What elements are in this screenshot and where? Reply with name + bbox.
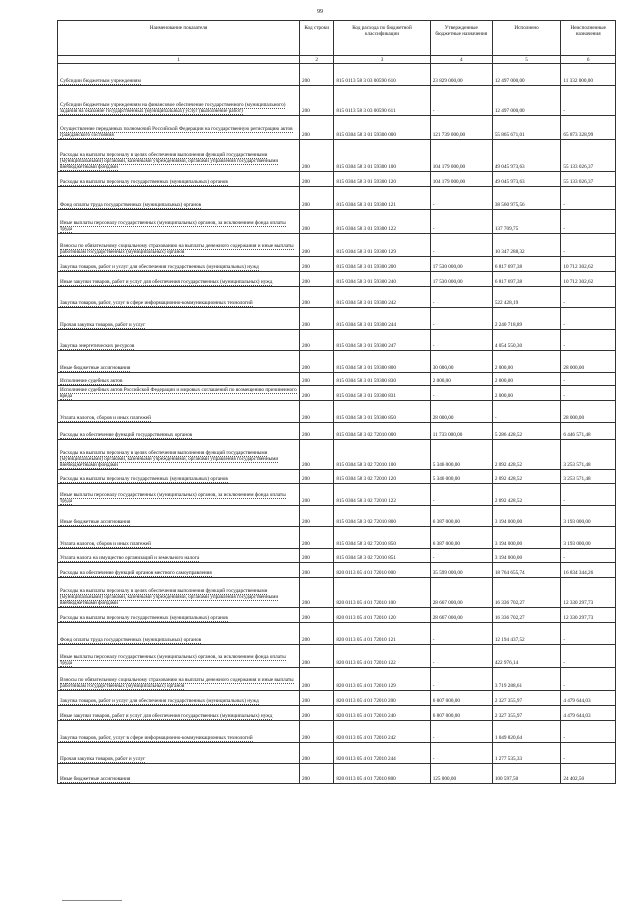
budget-code: 815 0304 58 3 02 72010 850 — [334, 527, 430, 549]
indicator-name — [58, 706, 300, 721]
remaining-amount: 55 133 026,37 — [561, 140, 616, 172]
table-row — [58, 721, 616, 743]
remaining-amount: 6 446 571,48 — [561, 423, 616, 440]
indicator-name-text: Закупка товаров, работ и услуг для обеспечения государственных (муниципальных) нужд — [60, 264, 259, 270]
line-code: 200 — [300, 64, 334, 86]
table-row — [58, 691, 616, 706]
budget-code: 815 0304 58 3 02 72010 800 — [334, 506, 430, 527]
executed-amount: 100 597,50 — [492, 764, 561, 784]
indicator-name-text: Фонд оплаты труда государственных (муниципальных) органов — [60, 202, 202, 208]
budget-code: 815 0304 58 3 02 72010 120 — [334, 470, 430, 484]
indicator-name — [58, 578, 300, 608]
remaining-amount: - — [561, 721, 616, 743]
remaining-amount: - — [561, 210, 616, 234]
indicator-name — [58, 272, 300, 287]
line-code: 200 — [300, 506, 334, 527]
executed-amount: 2 327 355,97 — [492, 706, 561, 721]
indicator-name-text: Уплата налогов, сборов и иных платежей — [60, 541, 151, 547]
budget-code: 820 0113 05 4 01 72010 129 — [334, 668, 430, 691]
approved-amount: 104 179 000,00 — [430, 172, 492, 187]
remaining-amount: 3 193 000,00 — [561, 527, 616, 549]
approved-amount: - — [430, 187, 492, 210]
table-row — [58, 187, 616, 210]
line-code: 200 — [300, 140, 334, 172]
indicator-name-text: Исполнение судебных актов Российской Федерации и мировых соглашений по возмещению причиненного вреда — [60, 387, 297, 399]
indicator-name — [58, 330, 300, 351]
approved-amount: - — [430, 645, 492, 668]
table-row — [58, 608, 616, 623]
indicator-name — [58, 187, 300, 210]
executed-amount: 3 719 288,61 — [492, 668, 561, 691]
indicator-name-text: Расходы на выплаты персоналу в целях обеспечения выполнения функций государственными (муниципальными) органами, казенными учреждениями, органами управления государственными внебюджетными фондами — [60, 152, 279, 170]
executed-amount: 49 045 973,63 — [492, 140, 561, 172]
remaining-amount: 12 330 297,73 — [561, 608, 616, 623]
table-row — [58, 668, 616, 691]
budget-code: 815 0304 58 3 01 59300 129 — [334, 234, 430, 257]
indicator-name-text: Иные выплаты персоналу государственных (муниципальных) органов, за исключением фонда оплаты труда — [60, 220, 286, 232]
approved-amount: 6 807 000,00 — [430, 691, 492, 706]
remaining-amount: 10 712 302,62 — [561, 272, 616, 287]
executed-amount: 2 000,00 — [492, 351, 561, 373]
approved-amount: 28 000,00 — [430, 401, 492, 423]
indicator-name-text: Иные выплаты персоналу государственных (муниципальных) органов, за исключением фонда оплаты труда — [60, 492, 286, 504]
approved-amount: - — [430, 549, 492, 563]
indicator-name-text: Субсидии бюджетным учреждениям на финансовое обеспечение государственного (муниципального) задания на оказание государственных (муниципальных) услуг (выполнение работ) — [60, 102, 286, 114]
budget-execution-table — [57, 20, 616, 784]
remaining-amount: - — [561, 668, 616, 691]
executed-amount: 522 428,19 — [492, 287, 561, 308]
approved-amount: 17 530 000,00 — [430, 257, 492, 272]
approved-amount: 5 346 000,00 — [430, 440, 492, 470]
executed-amount: 16 336 702,27 — [492, 578, 561, 608]
indicator-name — [58, 401, 300, 423]
indicator-name-text: Уплата налога на имущество организаций и земельного налога — [60, 555, 200, 561]
approved-amount: 121 739 000,00 — [430, 116, 492, 140]
table-row — [58, 506, 616, 527]
indicator-name — [58, 440, 300, 470]
budget-code: 815 0113 58 3 03 00590 611 — [334, 86, 430, 116]
executed-amount: 3 194 000,00 — [492, 527, 561, 549]
indicator-name-text: Закупка товаров, работ, услуг в сфере информационно-коммуникационных технологий — [60, 735, 253, 741]
approved-amount: 6 387 000,00 — [430, 506, 492, 527]
indicator-name-text: Субсидии бюджетным учреждениям — [60, 78, 141, 84]
footer-rule — [62, 900, 122, 901]
budget-code: 820 0113 05 4 01 72010 122 — [334, 645, 430, 668]
line-code: 200 — [300, 608, 334, 623]
table-row — [58, 623, 616, 645]
budget-code: 815 0113 58 3 03 00590 610 — [334, 64, 430, 86]
indicator-name-text: Расходы на выплаты персоналу государственных (муниципальных) органов — [60, 615, 228, 621]
header-budget-code: Код расхода по бюджетной классификации — [334, 21, 430, 56]
table-row — [58, 527, 616, 549]
approved-amount: 5 346 000,00 — [430, 470, 492, 484]
budget-code: 815 0304 58 3 01 59300 247 — [334, 330, 430, 351]
line-code: 200 — [300, 210, 334, 234]
line-code: 200 — [300, 272, 334, 287]
indicator-name — [58, 423, 300, 440]
budget-code: 820 0113 05 4 01 72010 800 — [334, 764, 430, 784]
executed-amount: 2 092 428,52 — [492, 470, 561, 484]
budget-code: 820 0113 05 4 01 72010 120 — [334, 608, 430, 623]
indicator-name-text: Взносы по обязательному социальному страхованию на выплаты денежного содержания и иные выплаты работникам государственных (муниципальных) органов — [60, 677, 294, 689]
budget-code: 820 0113 05 4 01 72010 240 — [334, 706, 430, 721]
table-row — [58, 86, 616, 116]
executed-amount: - — [492, 401, 561, 423]
approved-amount: 28 667 000,00 — [430, 608, 492, 623]
approved-amount: - — [430, 287, 492, 308]
column-number: 3 — [334, 56, 430, 64]
indicator-name-text: Иные бюджетные ассигнования — [60, 776, 131, 782]
table-row — [58, 549, 616, 563]
indicator-name — [58, 351, 300, 373]
column-number: 1 — [58, 56, 300, 64]
indicator-name — [58, 527, 300, 549]
remaining-amount: 10 712 302,62 — [561, 257, 616, 272]
executed-amount: 2 240 718,89 — [492, 308, 561, 330]
executed-amount: 16 336 702,27 — [492, 608, 561, 623]
approved-amount: - — [430, 210, 492, 234]
indicator-name-text: Расходы на выплаты персоналу в целях обеспечения выполнения функций государственными (муниципальными) органами, казенными учреждениями, органами управления государственными внебюджетными фондами — [60, 450, 279, 468]
table-row — [58, 287, 616, 308]
table-row — [58, 401, 616, 423]
approved-amount: 6 807 000,00 — [430, 706, 492, 721]
indicator-name-text: Прочая закупка товаров, работ и услуг — [60, 322, 146, 328]
approved-amount: 30 000,00 — [430, 351, 492, 373]
line-code: 200 — [300, 287, 334, 308]
budget-code: 815 0304 58 3 01 59300 121 — [334, 187, 430, 210]
line-code: 200 — [300, 116, 334, 140]
table-row — [58, 563, 616, 578]
executed-amount: 2 000,00 — [492, 386, 561, 401]
remaining-amount: - — [561, 645, 616, 668]
budget-code: 815 0304 58 3 01 59300 000 — [334, 116, 430, 140]
line-code: 200 — [300, 172, 334, 187]
approved-amount: - — [430, 721, 492, 743]
executed-amount: 12 497 000,00 — [492, 86, 561, 116]
remaining-amount: - — [561, 549, 616, 563]
line-code: 200 — [300, 401, 334, 423]
line-code: 200 — [300, 527, 334, 549]
approved-amount: 11 733 000,00 — [430, 423, 492, 440]
remaining-amount: - — [561, 308, 616, 330]
line-code: 200 — [300, 764, 334, 784]
remaining-amount: - — [561, 86, 616, 116]
line-code: 200 — [300, 257, 334, 272]
remaining-amount: 16 834 344,26 — [561, 563, 616, 578]
budget-code: 815 0304 58 3 01 59300 800 — [334, 351, 430, 373]
indicator-name-text: Расходы на обеспечение функций государственных органов — [60, 432, 193, 438]
indicator-name-text: Иные закупки товаров, работ и услуг для обеспечения государственных (муниципальных) нужд — [60, 279, 273, 285]
indicator-name — [58, 86, 300, 116]
column-number: 4 — [430, 56, 492, 64]
table-row — [58, 351, 616, 373]
executed-amount: 422 976,14 — [492, 645, 561, 668]
line-code: 200 — [300, 563, 334, 578]
remaining-amount: 3 193 000,00 — [561, 506, 616, 527]
approved-amount: - — [430, 386, 492, 401]
remaining-amount: 11 332 000,00 — [561, 64, 616, 86]
line-code: 200 — [300, 645, 334, 668]
table-row — [58, 386, 616, 401]
remaining-amount: 55 133 026,37 — [561, 172, 616, 187]
budget-code: 820 0113 05 4 01 72010 242 — [334, 721, 430, 743]
line-code: 200 — [300, 86, 334, 116]
executed-amount: 6 817 697,38 — [492, 257, 561, 272]
approved-amount: - — [430, 234, 492, 257]
executed-amount: 4 054 550,30 — [492, 330, 561, 351]
indicator-name — [58, 64, 300, 86]
executed-amount: 1 049 820,64 — [492, 721, 561, 743]
executed-amount: 10 347 288,32 — [492, 234, 561, 257]
indicator-name — [58, 623, 300, 645]
remaining-amount: 4 479 644,03 — [561, 706, 616, 721]
budget-code: 815 0304 58 3 01 59300 831 — [334, 386, 430, 401]
indicator-name — [58, 470, 300, 484]
budget-code: 820 0113 05 4 01 72010 244 — [334, 743, 430, 764]
remaining-amount: 12 330 297,73 — [561, 578, 616, 608]
approved-amount: - — [430, 484, 492, 506]
line-code: 200 — [300, 423, 334, 440]
table-row — [58, 330, 616, 351]
budget-code: 820 0113 05 4 01 72010 000 — [334, 563, 430, 578]
indicator-name-text: Закупка товаров, работ, услуг в сфере информационно-коммуникационных технологий — [60, 300, 253, 306]
header-indicator-name: Наименование показателя — [58, 21, 300, 56]
column-number: 5 — [492, 56, 561, 64]
approved-amount: - — [430, 330, 492, 351]
indicator-name — [58, 257, 300, 272]
line-code: 200 — [300, 549, 334, 563]
indicator-name — [58, 386, 300, 401]
remaining-amount: - — [561, 386, 616, 401]
indicator-name — [58, 549, 300, 563]
table-row — [58, 578, 616, 608]
table-row — [58, 234, 616, 257]
executed-amount: 49 045 973,63 — [492, 172, 561, 187]
indicator-name — [58, 287, 300, 308]
indicator-name — [58, 210, 300, 234]
remaining-amount: - — [561, 484, 616, 506]
remaining-amount: - — [561, 623, 616, 645]
table-row — [58, 706, 616, 721]
remaining-amount: - — [561, 187, 616, 210]
executed-amount: 3 194 000,00 — [492, 506, 561, 527]
budget-code: 815 0304 58 3 01 59300 240 — [334, 272, 430, 287]
indicator-name — [58, 608, 300, 623]
column-number: 6 — [561, 56, 616, 64]
indicator-name — [58, 116, 300, 140]
approved-amount: 125 000,00 — [430, 764, 492, 784]
budget-code: 815 0304 58 3 02 72010 122 — [334, 484, 430, 506]
remaining-amount: - — [561, 743, 616, 764]
remaining-amount: - — [561, 234, 616, 257]
line-code: 200 — [300, 440, 334, 470]
budget-code: 815 0304 58 3 01 59300 830 — [334, 373, 430, 386]
approved-amount: 28 667 000,00 — [430, 578, 492, 608]
indicator-name — [58, 308, 300, 330]
table-row — [58, 743, 616, 764]
budget-code: 815 0304 58 3 02 72010 000 — [334, 423, 430, 440]
line-code: 200 — [300, 373, 334, 386]
indicator-name-text: Расходы на обеспечение функций органов местного самоуправления — [60, 570, 212, 576]
executed-amount: 38 560 975,56 — [492, 187, 561, 210]
indicator-name-text: Уплата налогов, сборов и иных платежей — [60, 415, 151, 421]
budget-code: 815 0304 58 3 01 59300 120 — [334, 172, 430, 187]
remaining-amount: 24 402,50 — [561, 764, 616, 784]
indicator-name-text: Расходы на выплаты персоналу в целях обеспечения выполнения функций государственными (муниципальными) органами, казенными учреждениями, органами управления государственными внебюджетными фондами — [60, 588, 279, 606]
column-number: 2 — [300, 56, 334, 64]
remaining-amount: - — [561, 330, 616, 351]
budget-code: 815 0304 58 3 01 59300 244 — [334, 308, 430, 330]
executed-amount: 6 817 697,38 — [492, 272, 561, 287]
table-row — [58, 373, 616, 386]
header-remaining: Неисполненные назначения — [561, 21, 616, 56]
executed-amount: 137 709,75 — [492, 210, 561, 234]
approved-amount: 23 829 000,00 — [430, 64, 492, 86]
line-code: 200 — [300, 470, 334, 484]
table-row — [58, 116, 616, 140]
indicator-name — [58, 691, 300, 706]
approved-amount: - — [430, 86, 492, 116]
executed-amount: 2 000,00 — [492, 373, 561, 386]
line-code: 200 — [300, 578, 334, 608]
page-number: 99 — [317, 9, 323, 15]
table-row — [58, 210, 616, 234]
indicator-name — [58, 645, 300, 668]
indicator-name-text: Осуществление переданных полномочий Российской Федерации на государственную регистрацию актов гражданского состояния — [60, 126, 293, 138]
indicator-name — [58, 743, 300, 764]
approved-amount: 35 599 000,00 — [430, 563, 492, 578]
executed-amount: 2 092 428,52 — [492, 440, 561, 470]
table-row — [58, 423, 616, 440]
table-row — [58, 645, 616, 668]
line-code: 200 — [300, 187, 334, 210]
indicator-name-text: Закупка энергетических ресурсов — [60, 343, 135, 349]
budget-code: 815 0304 58 3 02 72010 100 — [334, 440, 430, 470]
indicator-name — [58, 721, 300, 743]
budget-code: 815 0304 58 3 01 59300 850 — [334, 401, 430, 423]
line-code: 200 — [300, 668, 334, 691]
table-row — [58, 764, 616, 784]
executed-amount: 55 865 671,01 — [492, 116, 561, 140]
indicator-name — [58, 563, 300, 578]
table-row — [58, 257, 616, 272]
approved-amount: 6 387 000,00 — [430, 527, 492, 549]
approved-amount: - — [430, 623, 492, 645]
indicator-name-text: Закупка товаров, работ и услуг для обеспечения государственных (муниципальных) нужд — [60, 698, 259, 704]
header-executed: Исполнено — [492, 21, 561, 56]
indicator-name — [58, 373, 300, 386]
line-code: 200 — [300, 743, 334, 764]
executed-amount: 18 764 655,74 — [492, 563, 561, 578]
remaining-amount: 28 000,00 — [561, 351, 616, 373]
table-body — [58, 64, 616, 784]
line-code: 200 — [300, 308, 334, 330]
line-code: 200 — [300, 691, 334, 706]
column-number-row — [58, 56, 616, 64]
remaining-amount: - — [561, 373, 616, 386]
approved-amount: 104 179 000,00 — [430, 140, 492, 172]
approved-amount: - — [430, 668, 492, 691]
indicator-name-text: Иные выплаты персоналу государственных (муниципальных) органов, за исключением фонда оплаты труда — [60, 654, 286, 666]
remaining-amount: 4 479 644,03 — [561, 691, 616, 706]
table-row — [58, 308, 616, 330]
budget-code: 815 0304 58 3 01 59300 100 — [334, 140, 430, 172]
budget-code: 820 0113 05 4 01 72010 200 — [334, 691, 430, 706]
executed-amount: 5 286 428,52 — [492, 423, 561, 440]
header-line-code: Код строки — [300, 21, 334, 56]
line-code: 200 — [300, 351, 334, 373]
table-row — [58, 64, 616, 86]
indicator-name-text: Расходы на выплаты персоналу государственных (муниципальных) органов — [60, 476, 228, 482]
indicator-name-text: Взносы по обязательному социальному страхованию на выплаты денежного содержания и иные выплаты работникам государственных (муниципальных) органов — [60, 243, 294, 255]
table-row — [58, 272, 616, 287]
executed-amount: 12 194 437,52 — [492, 623, 561, 645]
line-code: 200 — [300, 234, 334, 257]
executed-amount: 3 194 000,00 — [492, 549, 561, 563]
indicator-name — [58, 506, 300, 527]
indicator-name-text: Исполнение судебных актов — [60, 378, 123, 384]
executed-amount: 2 092 428,52 — [492, 484, 561, 506]
budget-code: 815 0304 58 3 02 72010 851 — [334, 549, 430, 563]
budget-code: 815 0304 58 3 01 59300 122 — [334, 210, 430, 234]
indicator-name — [58, 484, 300, 506]
budget-code: 820 0113 05 4 01 72010 100 — [334, 578, 430, 608]
executed-amount: 2 327 355,97 — [492, 691, 561, 706]
table-row — [58, 470, 616, 484]
approved-amount: - — [430, 743, 492, 764]
line-code: 200 — [300, 386, 334, 401]
executed-amount: 12 497 000,00 — [492, 64, 561, 86]
remaining-amount: - — [561, 287, 616, 308]
indicator-name — [58, 668, 300, 691]
approved-amount: 2 000,00 — [430, 373, 492, 386]
indicator-name — [58, 172, 300, 187]
remaining-amount: 65 873 328,99 — [561, 116, 616, 140]
indicator-name — [58, 140, 300, 172]
indicator-name-text: Расходы на выплаты персоналу государственных (муниципальных) органов — [60, 179, 228, 185]
budget-code: 820 0113 05 4 01 72010 121 — [334, 623, 430, 645]
table-header-row — [58, 21, 616, 56]
budget-code: 815 0304 58 3 01 59300 242 — [334, 287, 430, 308]
remaining-amount: 3 253 571,48 — [561, 470, 616, 484]
indicator-name-text: Иные бюджетные ассигнования — [60, 365, 131, 371]
line-code: 200 — [300, 721, 334, 743]
budget-code: 815 0304 58 3 01 59300 200 — [334, 257, 430, 272]
line-code: 200 — [300, 484, 334, 506]
table-row — [58, 140, 616, 172]
approved-amount: - — [430, 308, 492, 330]
table-row — [58, 172, 616, 187]
remaining-amount: 3 253 571,48 — [561, 440, 616, 470]
header-approved: Утвержденные бюджетные назначения — [430, 21, 492, 56]
indicator-name-text: Иные закупки товаров, работ и услуг для обеспечения государственных (муниципальных) нужд — [60, 713, 273, 719]
indicator-name — [58, 234, 300, 257]
line-code: 200 — [300, 706, 334, 721]
executed-amount: 1 277 535,33 — [492, 743, 561, 764]
line-code: 200 — [300, 623, 334, 645]
indicator-name-text: Фонд оплаты труда государственных (муниципальных) органов — [60, 637, 202, 643]
indicator-name-text: Прочая закупка товаров, работ и услуг — [60, 756, 146, 762]
remaining-amount: 28 000,00 — [561, 401, 616, 423]
indicator-name — [58, 764, 300, 784]
line-code: 200 — [300, 330, 334, 351]
approved-amount: 17 530 000,00 — [430, 272, 492, 287]
indicator-name-text: Иные бюджетные ассигнования — [60, 519, 131, 525]
table-row — [58, 440, 616, 470]
table-row — [58, 484, 616, 506]
